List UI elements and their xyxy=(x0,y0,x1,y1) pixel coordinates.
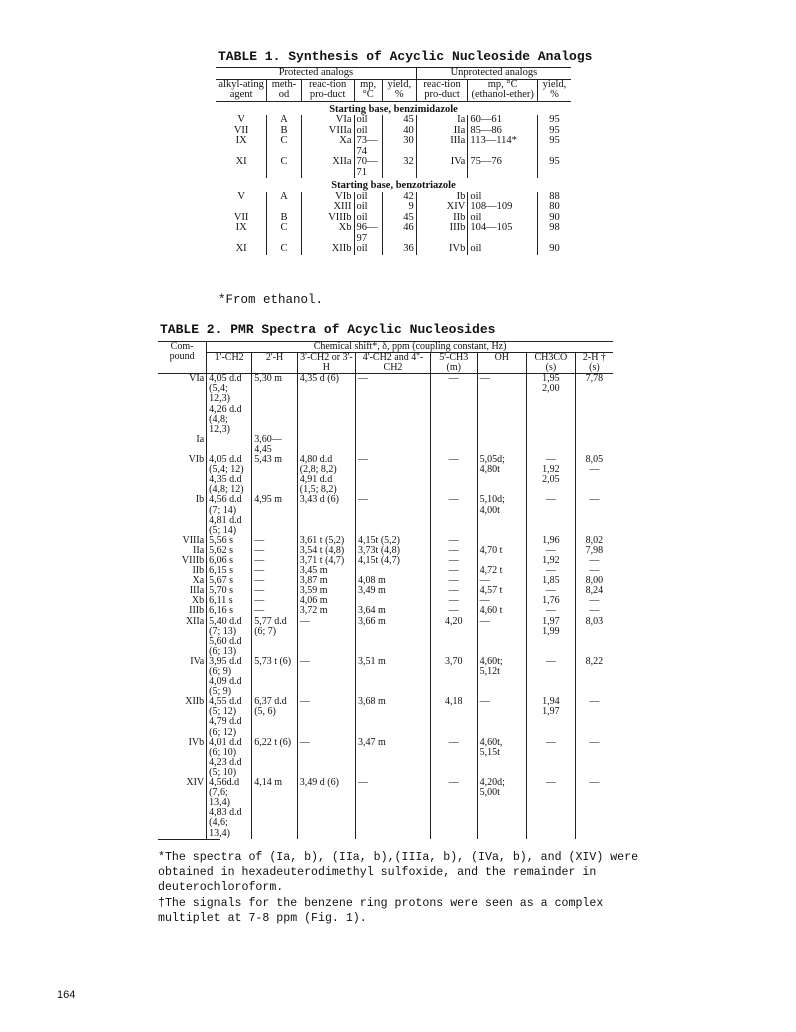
table2-cell: — xyxy=(430,536,477,546)
table2-cell: 5,62 s xyxy=(207,546,252,556)
table2-cell: — xyxy=(575,495,613,535)
table2-cell: 1,76 xyxy=(527,596,576,606)
table1-header-2: reac-tion pro-duct xyxy=(301,79,354,101)
table2-cell: — xyxy=(430,495,477,535)
table2-cell: 4,35 d (6) xyxy=(297,374,355,435)
table2-cell: — xyxy=(477,374,526,435)
table2-cell: 5,73 t (6) xyxy=(252,657,298,697)
table2-cell: 7,98 xyxy=(575,546,613,556)
table1-cell: V xyxy=(237,190,245,202)
table1-cell: IIIb xyxy=(416,223,468,244)
table2-cell: 4,95 m xyxy=(252,495,298,535)
table1-cell: 73—74 xyxy=(354,136,382,157)
table1-cell: oil xyxy=(354,213,382,224)
table2-cell: — xyxy=(297,657,355,697)
table1-cell: 108—109 xyxy=(468,202,538,213)
table1-cell: IVb xyxy=(416,244,468,255)
table2-header-8: 2-H † (s) xyxy=(575,353,613,374)
table2-cell: — xyxy=(527,566,576,576)
table2-cell: IVb xyxy=(188,736,205,748)
table2-cell: 8,24 xyxy=(575,586,613,596)
table1-cell: XIIa xyxy=(301,157,354,178)
table2-cell: 1,85 xyxy=(527,576,576,586)
table1-cell: 90 xyxy=(537,244,571,255)
table1-header-0: alkyl-ating agent xyxy=(216,79,267,101)
table2-cell: 3,71 t (4,7) xyxy=(297,556,355,566)
table2-cell: 1,95 2,00 xyxy=(527,374,576,435)
table2-cell: 4,08 m xyxy=(356,576,431,586)
table-row xyxy=(158,455,613,495)
table1-cell: C xyxy=(267,244,301,255)
table2-cell: — xyxy=(252,576,298,586)
table2-cell xyxy=(297,435,355,455)
table2-cell: 6,22 t (6) xyxy=(252,738,298,778)
table2-cell: Ib xyxy=(195,494,205,506)
table2-cell: 8,03 xyxy=(575,617,613,657)
table-row xyxy=(158,657,613,697)
table2-cell: 5,70 s xyxy=(207,586,252,596)
table2-cell: — xyxy=(252,586,298,596)
table2-cell: — xyxy=(430,576,477,586)
table-row xyxy=(158,435,613,455)
table2-cell: 4,20d; 5,00t xyxy=(477,778,526,839)
table2-cell xyxy=(207,435,252,455)
table2-cell: 7,78 xyxy=(575,374,613,435)
table1-cell: IX xyxy=(235,135,247,146)
table2-cell: IVa xyxy=(190,655,205,667)
table2-cell: — xyxy=(527,606,576,616)
table1-cell: 9 xyxy=(382,202,416,213)
table1-cell: V xyxy=(237,114,245,125)
table1-cell: 45 xyxy=(382,213,416,224)
table2-cell: 3,43 d (6) xyxy=(297,495,355,535)
table2-cell: — xyxy=(477,697,526,737)
table2-footnote-dagger: †The signals for the benzene ring protons were seen as a complex multiplet at 7-8 ppm (Fig. 1). xyxy=(158,897,604,925)
table1-section-benzotriazole-row xyxy=(216,178,571,192)
table1-header-1: meth-od xyxy=(267,79,301,101)
table2-cell: 4,80 d.d (2,8; 8,2) 4,91 d.d (1,5; 8,2) xyxy=(297,455,355,495)
table2-cell xyxy=(430,435,477,455)
table1-cell: 80 xyxy=(537,202,571,213)
table2-cell: 4,72 t xyxy=(477,566,526,576)
table1-cell: VIb xyxy=(301,192,354,203)
table1-cell: 95 xyxy=(537,126,571,137)
table2-header-5: 5'-CH3 (m) xyxy=(430,353,477,374)
table2-body xyxy=(158,374,613,839)
table-row xyxy=(158,617,613,657)
table2-cell: 3,49 d (6) xyxy=(297,778,355,839)
table2-cell: 5,40 d.d (7; 13) 5,60 d.d (6; 13) xyxy=(207,617,252,657)
table2-cell: 3,64 m xyxy=(356,606,431,616)
table2-cell: VIIIb xyxy=(181,554,205,566)
table2-cell: 6,06 s xyxy=(207,556,252,566)
table2-cell: — xyxy=(575,697,613,737)
table1-cell: 40 xyxy=(382,126,416,137)
table2-cell xyxy=(575,435,613,455)
table2-cell: — xyxy=(477,596,526,606)
table2-title: TABLE 2. PMR Spectra of Acyclic Nucleosides xyxy=(160,322,496,337)
table1-header-7: yield, % xyxy=(537,79,571,101)
table1-cell: 113—114* xyxy=(468,136,538,157)
table2-cell: — xyxy=(527,657,576,697)
table1-cell: 60—61 xyxy=(468,115,538,126)
table2-cell: 5,05d; 4,80t xyxy=(477,455,526,495)
table1-cell: IVa xyxy=(416,157,468,178)
table2-cell: 4,18 xyxy=(430,697,477,737)
table2-header-row xyxy=(158,353,613,374)
table2-cell: — xyxy=(575,606,613,616)
table2-cell: VIa xyxy=(189,373,205,385)
table2-cell: 3,49 m xyxy=(356,586,431,596)
table1-cell: oil xyxy=(468,244,538,255)
table2-cell: 1,96 xyxy=(527,536,576,546)
table2-cell: — xyxy=(356,778,431,839)
table2-cell: 3,72 m xyxy=(297,606,355,616)
table1-cell: Ib xyxy=(416,192,468,203)
table1-cell: oil xyxy=(354,126,382,137)
table2-cell: — xyxy=(477,576,526,586)
table1-cell: 36 xyxy=(382,244,416,255)
table2-cell: 3,87 m xyxy=(297,576,355,586)
table2-header-6: OH xyxy=(477,353,526,374)
table1-cell: oil xyxy=(354,115,382,126)
table1-cell: 90 xyxy=(537,213,571,224)
table2-header-4: 4'-CH2 and 4''-CH2 xyxy=(356,353,431,374)
table1-cell: VIa xyxy=(301,115,354,126)
table1-section-benzimidazole: Starting base, benzimidazole xyxy=(329,103,458,115)
table2-cell: — xyxy=(430,778,477,839)
table1-cell: VII xyxy=(233,211,249,223)
table2-cell: 5,56 s xyxy=(207,536,252,546)
table1-cell: VII xyxy=(233,124,249,136)
table2-cell: XIIb xyxy=(185,696,205,708)
table2-cell: 3,68 m xyxy=(356,697,431,737)
table2-cell xyxy=(356,435,431,455)
table2-cell: 3,70 xyxy=(430,657,477,697)
table1-cell: 75—76 xyxy=(468,157,538,178)
table2-cell: — xyxy=(297,697,355,737)
table2-cell: — xyxy=(527,778,576,839)
table2-cell: 3,66 m xyxy=(356,617,431,657)
table2-cell: 4,57 t xyxy=(477,586,526,596)
table2-cell: 4,05 d.d (5,4; 12,3) 4,26 d.d (4,8; 12,3) xyxy=(207,374,252,435)
table2-cell: 5,10d; 4,00t xyxy=(477,495,526,535)
table2-cell: — xyxy=(297,617,355,657)
table2-cell: IIIa xyxy=(189,585,205,597)
table2-cell: — xyxy=(297,738,355,778)
table1-header-row xyxy=(216,79,571,101)
table1-cell: 88 xyxy=(537,192,571,203)
table1-cell: IIIa xyxy=(416,136,468,157)
table2-cell: — xyxy=(575,596,613,606)
table1-section-benzotriazole: Starting base, benzotriazole xyxy=(331,180,456,191)
table2-cell: 4,15t (4,7) xyxy=(356,556,431,566)
table1-cell: oil xyxy=(354,244,382,255)
table2-cell: 3,45 m xyxy=(297,566,355,576)
table-row xyxy=(216,136,571,157)
table2-cell: — xyxy=(430,586,477,596)
table1-cell: IIb xyxy=(416,213,468,224)
table1-cell xyxy=(216,202,267,213)
table2-cell: VIb xyxy=(188,454,205,466)
table1-cell: C xyxy=(267,157,301,178)
table1-group-protected: Protected analogs xyxy=(216,68,416,80)
table1-cell: A xyxy=(267,115,301,126)
table1-cell: 30 xyxy=(382,136,416,157)
table2-header-3: 3'-CH2 or 3'-H xyxy=(297,353,355,374)
table2-cell: — xyxy=(430,596,477,606)
footnote-divider xyxy=(158,839,220,840)
table2-cell: 4,06 m xyxy=(297,596,355,606)
table2-header-1: 1'-CH2 xyxy=(207,353,252,374)
table2-cell: IIa xyxy=(193,544,205,556)
table2-cell: — xyxy=(430,738,477,778)
table1-cell: IIa xyxy=(416,126,468,137)
table2-cell: — xyxy=(252,606,298,616)
table1-cell: 42 xyxy=(382,192,416,203)
table-row xyxy=(158,697,613,737)
table2-cell: VIIIa xyxy=(182,534,205,546)
table1-header-6: mp, °C (ethanol-ether) xyxy=(468,79,538,101)
table2-cell: 1,92 xyxy=(527,556,576,566)
table2-cell: 4,14 m xyxy=(252,778,298,839)
table1-title: TABLE 1. Synthesis of Acyclic Nucleoside Analogs xyxy=(218,49,593,64)
table2-cell: 5,30 m xyxy=(252,374,298,435)
table2-cell: 4,01 d.d (6; 10) 4,23 d.d (5; 10) xyxy=(207,738,252,778)
table1-cell: XIV xyxy=(416,202,468,213)
table2-cell: 5,77 d.d (6; 7) xyxy=(252,617,298,657)
table1-cell: 95 xyxy=(537,115,571,126)
table2-header-2: 2'-H xyxy=(252,353,298,374)
table2-cell: 4,05 d.d (5,4; 12) 4,35 d.d (4,8; 12) xyxy=(207,455,252,495)
table1-cell: Xb xyxy=(301,223,354,244)
table2-cell xyxy=(477,435,526,455)
table2-cell: 3,54 t (4,8) xyxy=(297,546,355,556)
table-row xyxy=(216,223,571,244)
table2-cell: 3,61 t (5,2) xyxy=(297,536,355,546)
table2-cell: Ia xyxy=(196,433,205,445)
table1-cell: B xyxy=(267,126,301,137)
table1-cell: A xyxy=(267,192,301,203)
table1-cell: 98 xyxy=(537,223,571,244)
table2-cell: 3,73t (4,8) xyxy=(356,546,431,556)
table2-cell: 1,97 1,99 xyxy=(527,617,576,657)
table-row xyxy=(158,778,613,839)
table1-cell: oil xyxy=(468,192,538,203)
table-row xyxy=(216,115,571,126)
table2-cell: 4,60t; 5,12t xyxy=(477,657,526,697)
table1-header-3: mp, °C xyxy=(354,79,382,101)
table1-cell: oil xyxy=(468,213,538,224)
table1-header-4: yield, % xyxy=(382,79,416,101)
table1-cell: Xa xyxy=(301,136,354,157)
table2-cell: — xyxy=(575,738,613,778)
table1-cell: C xyxy=(267,136,301,157)
table1-cell: XI xyxy=(235,243,247,254)
table2-cell xyxy=(527,435,576,455)
table2-cell: Xb xyxy=(191,595,205,607)
table2 xyxy=(158,341,613,839)
table2-cell: 8,00 xyxy=(575,576,613,586)
table1-cell: 70—71 xyxy=(354,157,382,178)
table2-cell: 6,15 s xyxy=(207,566,252,576)
table1-cell: B xyxy=(267,213,301,224)
table2-group-header: Chemical shift*, δ, ppm (coupling constant, Hz) xyxy=(207,342,613,353)
table2-cell: — xyxy=(527,546,576,556)
table-row xyxy=(216,244,571,255)
table2-cell: — xyxy=(527,495,576,535)
table2-cell: — xyxy=(356,455,431,495)
table2-cell: 5,67 s xyxy=(207,576,252,586)
table2-cell: 4,60t, 5,15t xyxy=(477,738,526,778)
table2-cell: 4,60 t xyxy=(477,606,526,616)
table2-cell: XIIa xyxy=(185,615,205,627)
table2-cell: — xyxy=(430,556,477,566)
table1-cell: XI xyxy=(235,156,247,167)
table1-cell: oil xyxy=(354,202,382,213)
table2-cell: IIb xyxy=(192,565,205,577)
table2-cell: XIV xyxy=(186,777,205,789)
table2-header-7: CH3CO (s) xyxy=(527,353,576,374)
table2-cell: 3,47 m xyxy=(356,738,431,778)
table2-cell: 3,95 d.d (6; 9) 4,09 d.d (5; 9) xyxy=(207,657,252,697)
table2-cell: 4,15t (5,2) xyxy=(356,536,431,546)
table2-cell: — xyxy=(252,556,298,566)
table2-cell: — xyxy=(527,586,576,596)
table2-cell: 3,51 m xyxy=(356,657,431,697)
table2-cell: 4,56 d.d (7; 14) 4,81 d.d (5; 14) xyxy=(207,495,252,535)
table2-cell: 6,37 d.d (5, 6) xyxy=(252,697,298,737)
table2-cell: — xyxy=(477,617,526,657)
table1-cell xyxy=(267,202,301,213)
table2-header-compound: Com-pound xyxy=(158,342,207,374)
table1-cell: 32 xyxy=(382,157,416,178)
table2-cell: — xyxy=(356,495,431,535)
table2-cell: — xyxy=(430,374,477,435)
table2-cell: — xyxy=(430,606,477,616)
table2-cell: — xyxy=(575,778,613,839)
table2-cell: — xyxy=(430,455,477,495)
table1-cell: 45 xyxy=(382,115,416,126)
table2-cell: — xyxy=(430,566,477,576)
table1-cell: 85—86 xyxy=(468,126,538,137)
table2-cell: — 1,92 2,05 xyxy=(527,455,576,495)
table2-cell: 4,55 d.d (5; 12) 4,79 d.d (6; 12) xyxy=(207,697,252,737)
table2-cell: 3,60—4,45 xyxy=(252,435,298,455)
table2-footnote-star: *The spectra of (Ia, b), (IIa, b),(IIIa, b), (IVa, b), and (XIV) were obtained in hexadeuterodimethyl sulfoxide, and the remainder in deuterochloroform. xyxy=(158,851,639,894)
table-row xyxy=(158,495,613,535)
table2-cell: 5,43 m xyxy=(252,455,298,495)
table2-cell: — xyxy=(575,556,613,566)
table1-cell: Ia xyxy=(416,115,468,126)
table2-cell: 1,94 1,97 xyxy=(527,697,576,737)
table2-cell: 3,59 m xyxy=(297,586,355,596)
table2-cell: — xyxy=(527,738,576,778)
table1-cell: IX xyxy=(235,222,247,233)
table1-footnote: *From ethanol. xyxy=(218,293,324,307)
table1-cell: 46 xyxy=(382,223,416,244)
page-number: 164 xyxy=(57,989,76,1001)
table1-cell: 104—105 xyxy=(468,223,538,244)
table-row xyxy=(158,738,613,778)
table2-cell: — xyxy=(430,546,477,556)
table-row xyxy=(158,374,613,435)
table1 xyxy=(216,67,571,255)
table1-cell: oil xyxy=(354,192,382,203)
table-row xyxy=(216,126,571,137)
table1-cell: 95 xyxy=(537,157,571,178)
table2-cell: 4,20 xyxy=(430,617,477,657)
table1-body xyxy=(216,101,571,255)
table-row xyxy=(216,192,571,203)
table2-cell: 8,05 — xyxy=(575,455,613,495)
table-row xyxy=(216,157,571,178)
table1-cell: VIIIa xyxy=(301,126,354,137)
table2-cell: — xyxy=(356,374,431,435)
table1-cell: C xyxy=(267,223,301,244)
table2-cell: 6,11 s xyxy=(207,596,252,606)
table2-cell: Xa xyxy=(192,575,205,587)
table2-cell: 8,02 xyxy=(575,536,613,546)
table2-cell: — xyxy=(252,536,298,546)
table-row xyxy=(216,213,571,224)
table2-cell: 6,16 s xyxy=(207,606,252,616)
table2-cell: — xyxy=(252,596,298,606)
table2-cell: — xyxy=(575,566,613,576)
table1-cell: 95 xyxy=(537,136,571,157)
table2-cell: 4,56d.d (7,6; 13,4) 4,83 d.d (4,6; 13,4) xyxy=(207,778,252,839)
table2-cell: — xyxy=(252,546,298,556)
table2-cell: 4,70 t xyxy=(477,546,526,556)
table-row xyxy=(216,202,571,213)
table1-section-benzimidazole-row xyxy=(216,101,571,115)
table2-cell: — xyxy=(252,566,298,576)
table1-group-unprotected: Unprotected analogs xyxy=(416,68,571,80)
table1-header-5: reac-tion pro-duct xyxy=(416,79,468,101)
table2-cell: 8,22 xyxy=(575,657,613,697)
table1-cell: XIII xyxy=(301,202,354,213)
table1-cell: 96—97 xyxy=(354,223,382,244)
table2-cell: IIIb xyxy=(189,605,205,617)
table1-cell: VIIIb xyxy=(301,213,354,224)
table1-cell: XIIb xyxy=(301,244,354,255)
